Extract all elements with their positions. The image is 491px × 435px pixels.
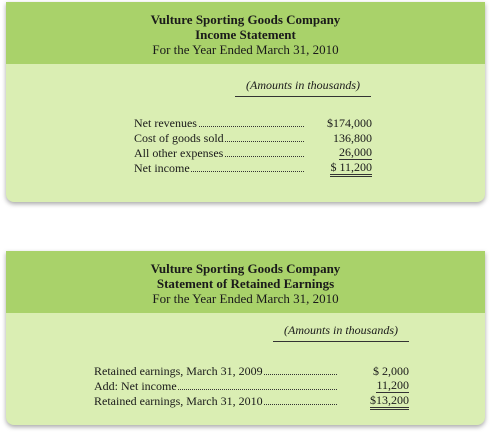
row-value: $ 2,000 <box>373 364 409 378</box>
retained-earnings-card <box>6 251 485 425</box>
row-label: Net revenues <box>134 116 197 130</box>
row-label: All other expenses <box>134 146 224 160</box>
amounts-note: (Amounts in thousands) <box>273 323 409 342</box>
statement-title: Income Statement <box>195 27 296 42</box>
row-value: $ 11,200 <box>330 161 372 177</box>
row-label: Add: Net income <box>94 379 177 393</box>
row-label: Cost of goods sold <box>134 131 224 145</box>
row-label: Net income <box>134 161 190 175</box>
row-label: Retained earnings, March 31, 2009 <box>94 364 263 378</box>
table-row <box>94 379 409 394</box>
company-name: Vulture Sporting Goods Company <box>150 261 341 276</box>
retained-earnings-rows <box>94 364 409 409</box>
row-value: 136,800 <box>333 131 372 145</box>
amounts-note: (Amounts in thousands) <box>235 78 371 97</box>
row-label: Retained earnings, March 31, 2010 <box>94 394 263 408</box>
statement-period: For the Year Ended March 31, 2010 <box>152 291 339 306</box>
row-value: $13,200 <box>370 394 409 410</box>
row-value: 26,000 <box>339 145 372 159</box>
table-row <box>134 161 372 176</box>
row-value: 11,200 <box>376 378 409 392</box>
company-name: Vulture Sporting Goods Company <box>150 12 341 27</box>
table-row <box>134 146 372 161</box>
income-statement-rows <box>134 116 372 176</box>
statement-period: For the Year Ended March 31, 2010 <box>152 42 339 57</box>
table-row <box>134 131 372 146</box>
income-statement-header <box>6 2 485 64</box>
table-row <box>94 364 409 379</box>
table-row <box>94 394 409 409</box>
table-row <box>134 116 372 131</box>
statement-title: Statement of Retained Earnings <box>156 276 335 291</box>
retained-earnings-header <box>6 251 485 313</box>
row-value: $174,000 <box>327 116 372 130</box>
income-statement-card <box>6 2 485 202</box>
